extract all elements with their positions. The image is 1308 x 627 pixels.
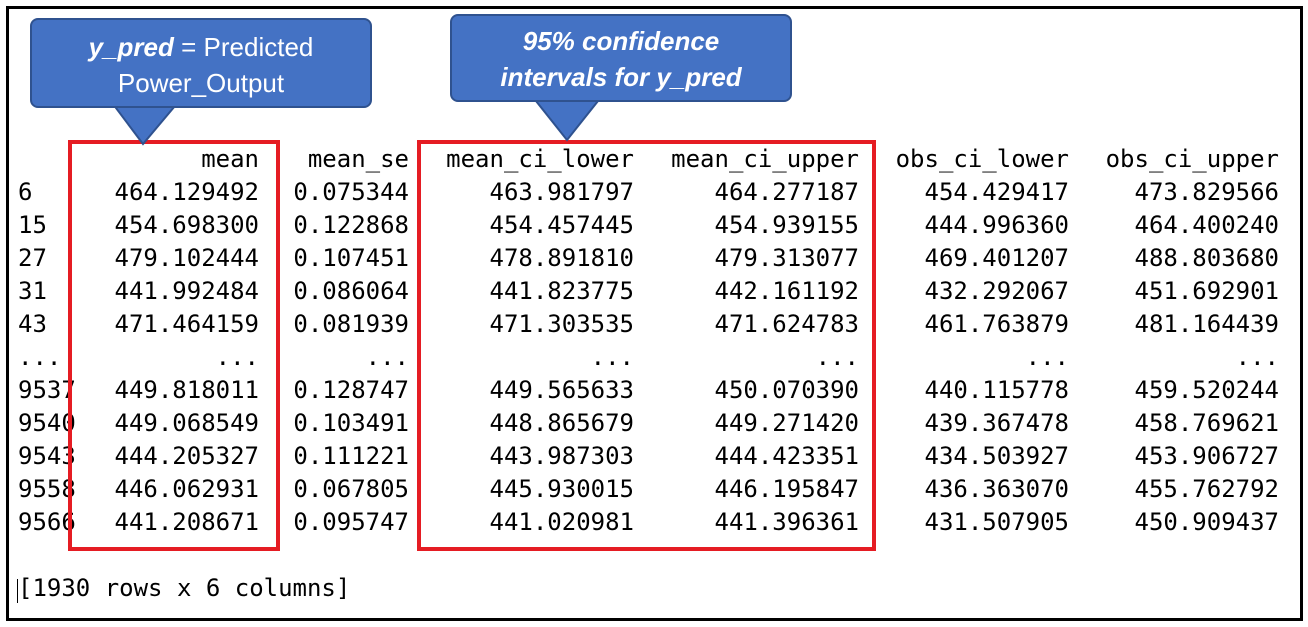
- table-cell: ...: [1235, 343, 1279, 371]
- row-index: ...: [18, 343, 62, 371]
- row-index: 9543: [18, 442, 76, 470]
- table-cell: 454.939155: [714, 211, 859, 239]
- table-cell: 445.930015: [489, 475, 634, 503]
- table-cell: 473.829566: [1134, 178, 1279, 206]
- callout-left-italic: y_pred: [88, 32, 174, 62]
- row-index: 9537: [18, 376, 76, 404]
- table-cell: 458.769621: [1134, 409, 1279, 437]
- column-header: mean_ci_lower: [446, 145, 634, 173]
- table-cell: 441.992484: [114, 277, 259, 305]
- column-header: obs_ci_lower: [895, 145, 1069, 173]
- table-cell: 0.111221: [293, 442, 409, 470]
- table-cell: 448.865679: [489, 409, 634, 437]
- table-cell: 0.095747: [293, 508, 409, 536]
- mean-column-highlight: [68, 140, 280, 551]
- table-cell: 488.803680: [1134, 244, 1279, 272]
- column-header: mean_se: [307, 145, 409, 173]
- table-cell: 471.624783: [714, 310, 859, 338]
- table-cell: 434.503927: [924, 442, 1069, 470]
- table-cell: ...: [590, 343, 634, 371]
- table-cell: 442.161192: [714, 277, 859, 305]
- table-cell: 454.698300: [114, 211, 259, 239]
- table-cell: 441.208671: [114, 508, 259, 536]
- table-cell: 441.020981: [489, 508, 634, 536]
- table-cell: 479.313077: [714, 244, 859, 272]
- table-cell: ...: [1025, 343, 1069, 371]
- table-cell: 454.457445: [489, 211, 634, 239]
- table-cell: 479.102444: [114, 244, 259, 272]
- table-cell: 431.507905: [924, 508, 1069, 536]
- table-cell: 440.115778: [924, 376, 1069, 404]
- row-index: 31: [18, 277, 47, 305]
- table-cell: 0.103491: [293, 409, 409, 437]
- table-cell: 449.818011: [114, 376, 259, 404]
- table-cell: 441.823775: [489, 277, 634, 305]
- table-cell: 432.292067: [924, 277, 1069, 305]
- callout-right-line1: 95% confidence: [522, 26, 720, 56]
- callout-confidence-intervals: [450, 14, 792, 102]
- callout-left-text1: = Predicted: [173, 32, 314, 62]
- table-cell: 449.271420: [714, 409, 859, 437]
- table-cell: 0.122868: [293, 211, 409, 239]
- table-cell: 454.429417: [924, 178, 1069, 206]
- table-cell: 464.277187: [714, 178, 859, 206]
- table-cell: 444.205327: [114, 442, 259, 470]
- callout-right-pointer: [532, 96, 612, 144]
- table-cell: 461.763879: [924, 310, 1069, 338]
- row-index: 9540: [18, 409, 76, 437]
- table-cell: 449.565633: [489, 376, 634, 404]
- table-cell: 0.081939: [293, 310, 409, 338]
- table-cell: 446.195847: [714, 475, 859, 503]
- table-cell: 439.367478: [924, 409, 1069, 437]
- table-cell: ...: [815, 343, 859, 371]
- text-cursor: [17, 579, 18, 603]
- table-cell: 449.068549: [114, 409, 259, 437]
- table-cell: 471.303535: [489, 310, 634, 338]
- table-cell: ...: [215, 343, 259, 371]
- table-cell: 446.062931: [114, 475, 259, 503]
- table-cell: 450.909437: [1134, 508, 1279, 536]
- table-cell: 463.981797: [489, 178, 634, 206]
- row-index: 15: [18, 211, 47, 239]
- table-cell: 0.128747: [293, 376, 409, 404]
- table-cell: 0.075344: [293, 178, 409, 206]
- table-cell: 453.906727: [1134, 442, 1279, 470]
- row-index: 9566: [18, 508, 76, 536]
- table-cell: 0.067805: [293, 475, 409, 503]
- table-cell: 459.520244: [1134, 376, 1279, 404]
- ci-columns-highlight: [417, 140, 876, 551]
- row-index: 6: [18, 178, 33, 206]
- table-cell: 444.423351: [714, 442, 859, 470]
- callout-left-text2: Power_Output: [117, 68, 285, 98]
- row-index: 43: [18, 310, 47, 338]
- table-cell: 451.692901: [1134, 277, 1279, 305]
- column-header: obs_ci_upper: [1105, 145, 1279, 173]
- table-cell: ...: [365, 343, 409, 371]
- table-cell: 469.401207: [924, 244, 1069, 272]
- table-cell: 436.363070: [924, 475, 1069, 503]
- table-cell: 444.996360: [924, 211, 1069, 239]
- row-index: 9558: [18, 475, 76, 503]
- table-cell: 464.129492: [114, 178, 259, 206]
- row-index: 27: [18, 244, 47, 272]
- table-cell: 450.070390: [714, 376, 859, 404]
- table-cell: 455.762792: [1134, 475, 1279, 503]
- column-header: mean: [201, 145, 259, 173]
- table-cell: 478.891810: [489, 244, 634, 272]
- table-cell: 0.086064: [293, 277, 409, 305]
- callout-predicted-output: [30, 18, 372, 108]
- table-cell: 464.400240: [1134, 211, 1279, 239]
- table-cell: 0.107451: [293, 244, 409, 272]
- callout-right-line2: intervals for y_pred: [500, 62, 742, 92]
- table-cell: 481.164439: [1134, 310, 1279, 338]
- column-header: mean_ci_upper: [671, 145, 859, 173]
- table-footer: [1930 rows x 6 columns]: [18, 574, 351, 602]
- table-cell: 471.464159: [114, 310, 259, 338]
- table-cell: 441.396361: [714, 508, 859, 536]
- table-cell: 443.987303: [489, 442, 634, 470]
